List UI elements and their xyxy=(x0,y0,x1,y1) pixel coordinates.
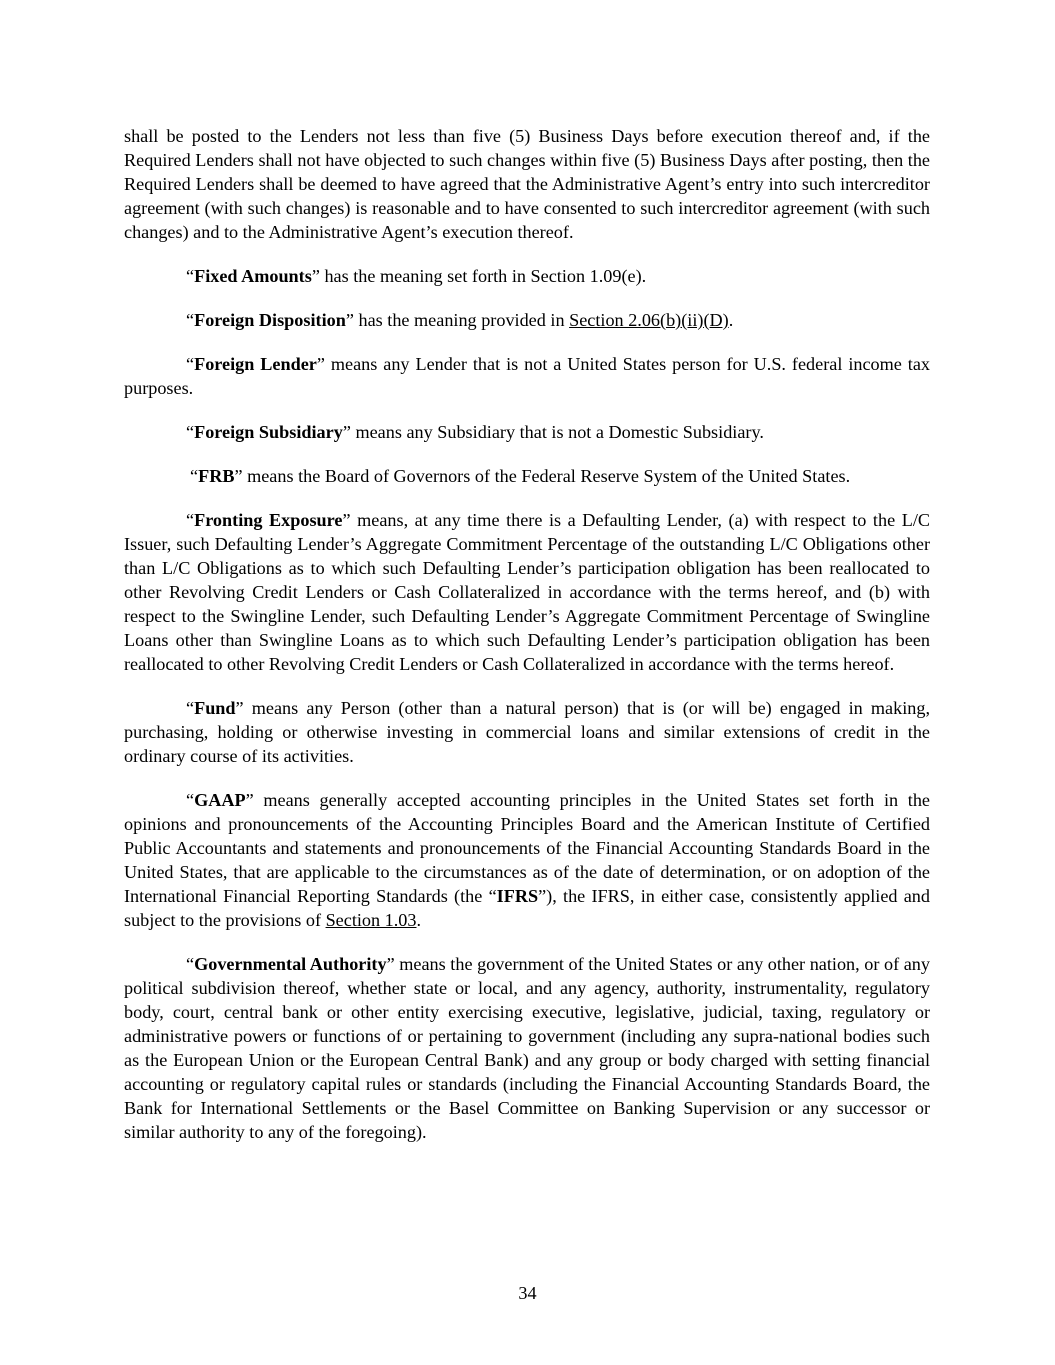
definition-text-middle: ”), the IFRS, in either case, consistently applied and subject to the provisions of xyxy=(124,886,930,930)
definition-text: means, at any time there is a Defaulting Lender, (a) with respect to the L/C Issuer, such Defaulting Lender’s Aggregate Commitment Percentage of the outstanding L/C Obligations other than L/C Obligations as to which such Defaulting Lender’s participation obligation has been reallocated to other Revolving Credit Lenders or Cash Collateralized in accordance with the terms hereof, and (b) with respect to the Swingline Lender, such Defaulting Lender’s Aggregate Commitment Percentage of Swingline Loans other than Swingline Loans as to which such Defaulting Lender’s participation obligation has been reallocated to other Revolving Credit Lenders or Cash Collateralized in accordance with the terms hereof. xyxy=(124,510,930,674)
defined-term: Fixed Amounts xyxy=(194,266,312,286)
defined-term: Foreign Lender xyxy=(194,354,317,374)
defined-term: Fronting Exposure xyxy=(194,510,343,530)
definition-text: means the government of the United States or any other nation, or of any political subdivision thereof, whether state or local, and any agency, authority, instrumentality, regulatory body, court, central bank or other entity exercising executive, legislative, judicial, taxing, regulatory or administrative powers or functions of or pertaining to government (including any supra-national bodies such as the European Union or the European Central Bank) and any group or body charged with setting financial accounting or regulatory capital rules or standards (including the Financial Accounting Standards Board, the Bank for International Settlements or the Basel Committee on Banking Supervision or any successor or similar authority to any of the foregoing). xyxy=(124,954,930,1142)
definition-text: has the meaning provided in xyxy=(353,310,570,330)
definition-text-end: . xyxy=(728,310,734,330)
definition-text: has the meaning set forth in Section 1.09(e). xyxy=(319,266,647,286)
definition-governmental-authority: “Governmental Authority” means the government of the United States or any other nation, or of any political subdivision thereof, whether state or local, and any agency, authority, instrumentality, regulatory body, court, central bank or other entity exercising executive, legislative, judicial, taxing, regulatory or administrative powers or functions of or pertaining to government (including any supra-national bodies such as the European Union or the European Central Bank) and any group or body charged with setting financial accounting or regulatory capital rules or standards (including the Financial Accounting Standards Board, the Bank for International Settlements or the Basel Committee on Banking Supervision or any successor or similar authority to any of the foregoing). xyxy=(124,954,930,1142)
section-reference: Section 1.03 xyxy=(325,910,417,930)
defined-term: Foreign Disposition xyxy=(194,310,346,330)
defined-term: GAAP xyxy=(194,790,246,810)
definition-text: means the Board of Governors of the Federal Reserve System of the United States. xyxy=(242,466,851,486)
definition-frb: “FRB” means the Board of Governors of the Federal Reserve System of the United States. xyxy=(190,466,851,486)
defined-term: Fund xyxy=(194,698,236,718)
section-reference: Section 2.06(b)(ii)(D) xyxy=(569,310,729,330)
page-number: 34 xyxy=(518,1283,537,1303)
definition-text-end: . xyxy=(416,910,422,930)
defined-term: Foreign Subsidiary xyxy=(194,422,343,442)
definition-fund: “Fund” means any Person (other than a natural person) that is (or will be) engaged in making, purchasing, holding or otherwise investing in commercial loans and similar extensions of credit in the ordinary course of its activities. xyxy=(124,698,930,766)
defined-term: Governmental Authority xyxy=(194,954,387,974)
definition-gaap: “GAAP” means generally accepted accounting principles in the United States set forth in the opinions and pronouncements of the Accounting Principles Board and the American Institute of Certified Public Accountants and statements and pronouncements of the Financial Accounting Standards Board in the United States, that are applicable to the circumstances as of the date of determination, or on adoption of the International Financial Reporting Standards (the “IFRS”), the IFRS, in either case, consistently applied and subject to the provisions of Section 1.03. xyxy=(124,790,930,930)
definition-text: means any Subsidiary that is not a Domestic Subsidiary. xyxy=(350,422,764,442)
document-body xyxy=(124,124,930,1164)
definition-fronting-exposure: “Fronting Exposure” means, at any time there is a Defaulting Lender, (a) with respect to the L/C Issuer, such Defaulting Lender’s Aggregate Commitment Percentage of the outstanding L/C Obligations other than L/C Obligations as to which such Defaulting Lender’s participation obligation has been reallocated to other Revolving Credit Lenders or Cash Collateralized in accordance with the terms hereof, and (b) with respect to the Swingline Lender, such Defaulting Lender’s Aggregate Commitment Percentage of Swingline Loans other than Swingline Loans as to which such Defaulting Lender’s participation obligation has been reallocated to other Revolving Credit Lenders or Cash Collateralized in accordance with the terms hereof. xyxy=(124,510,930,674)
definition-text: means generally accepted accounting principles in the United States set forth in the opinions and pronouncements of the Accounting Principles Board and the American Institute of Certified Public Accountants and statements and pronouncements of the Financial Accounting Standards Board in the United States, that are applicable to the circumstances as of the date of determination, or on adoption of the International Financial Reporting Standards (the “ xyxy=(124,790,930,906)
definition-foreign-disposition: “Foreign Disposition” has the meaning provided in Section 2.06(b)(ii)(D). xyxy=(186,310,734,330)
definition-text: means any Lender that is not a United States person for U.S. federal income tax purposes. xyxy=(124,354,930,398)
defined-term-ifrs: IFRS xyxy=(496,886,539,906)
definition-foreign-subsidiary: “Foreign Subsidiary” means any Subsidiary that is not a Domestic Subsidiary. xyxy=(186,422,764,442)
definition-foreign-lender: “Foreign Lender” means any Lender that is not a United States person for U.S. federal income tax purposes. xyxy=(124,354,930,398)
definition-fixed-amounts: “Fixed Amounts” has the meaning set forth in Section 1.09(e). xyxy=(186,266,647,286)
continuation-text: shall be posted to the Lenders not less than five (5) Business Days before execution thereof and, if the Required Lenders shall not have objected to such changes within five (5) Business Days after posting, then the Required Lenders shall be deemed to have agreed that the Administrative Agent’s entry into such intercreditor agreement (with such changes) is reasonable and to have consented to such intercreditor agreement (with such changes) and to the Administrative Agent’s execution thereof. xyxy=(124,126,930,242)
definition-text: means any Person (other than a natural person) that is (or will be) engaged in making, purchasing, holding or otherwise investing in commercial loans and similar extensions of credit in the ordinary course of its activities. xyxy=(124,698,930,766)
defined-term: FRB xyxy=(198,466,235,486)
continuation-paragraph xyxy=(124,124,930,244)
